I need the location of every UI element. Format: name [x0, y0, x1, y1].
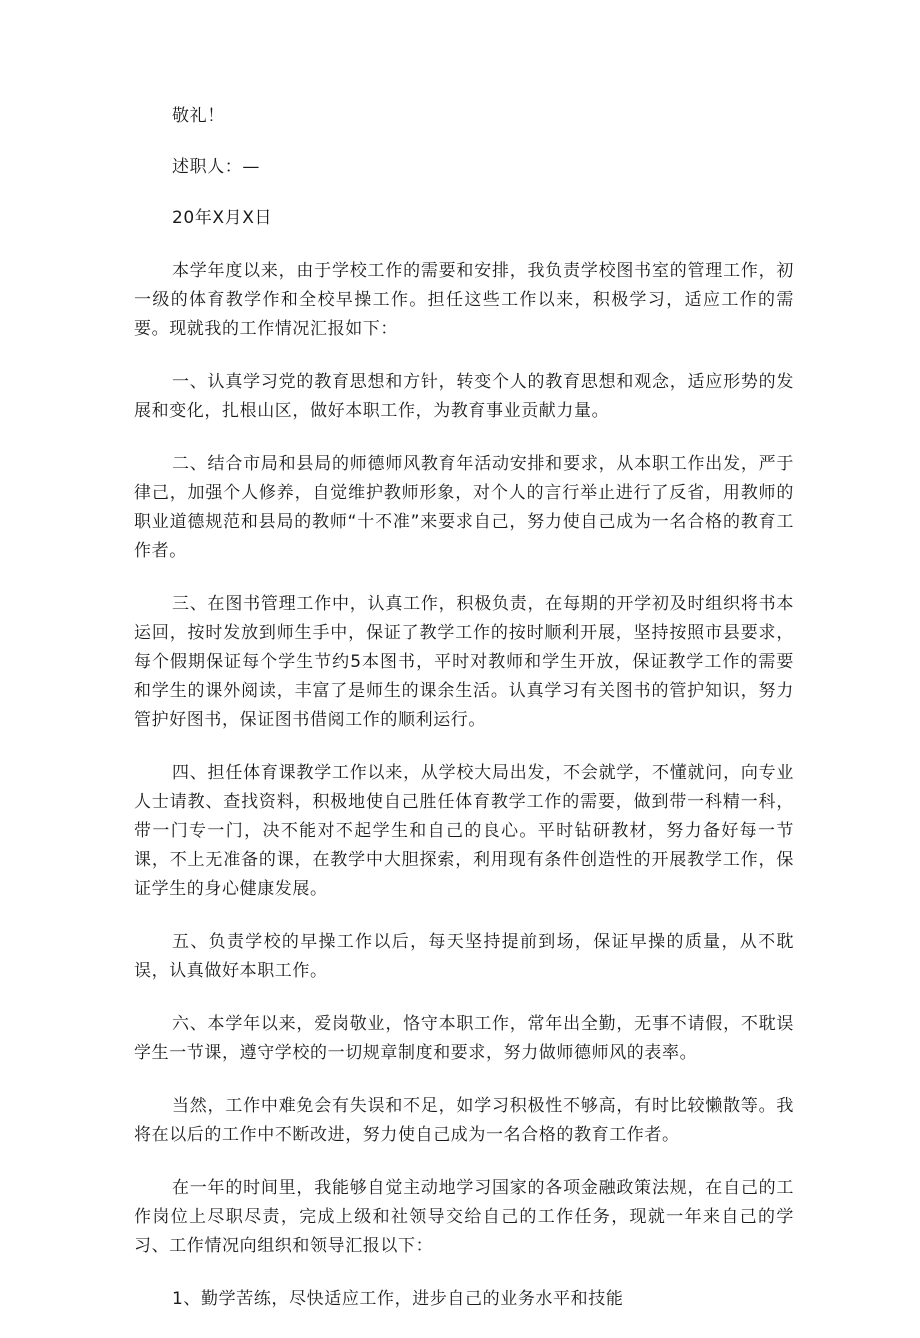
date-line: 20年X月X日 [172, 208, 273, 228]
paragraph-heading-1: 1、勤学苦练，尽快适应工作，进步自己的业务水平和技能 [172, 1289, 624, 1309]
closing-salutation: 敬礼！ [172, 106, 225, 126]
signer-line: 述职人：— [172, 157, 260, 177]
paragraph-intro: 本学年度以来，由于学校工作的需要和安排，我负责学校图书室的管理工作，初一级的体育教学作和全校早操工作。担任这些工作以来，积极学习，适应工作的需要。现就我的工作情况汇报如下： [134, 261, 794, 339]
paragraph-second-report-intro: 在一年的时间里，我能够自觉主动地学习国家的各项金融政策法规，在自己的工作岗位上尽职尽责，完成上级和社领导交给自己的工作任务，现就一年来自己的学习、工作情况向组织和领导汇报以下： [134, 1178, 794, 1256]
paragraph-shortcomings: 当然，工作中难免会有失误和不足，如学习积极性不够高，有时比较懒散等。我将在以后的工作中不断改进，努力使自己成为一名合格的教育工作者。 [134, 1096, 794, 1145]
paragraph-item-3: 三、在图书管理工作中，认真工作，积极负责，在每期的开学初及时组织将书本运回，按时发放到师生手中，保证了教学工作的按时顺利开展，坚持按照市县要求，每个假期保证每个学生节约5本图书，平时对教师和学生开放，保证教学工作的需要和学生的课外阅读，丰富了是师生的课余生活。认真学习有关图书的管护知识，努力管护好图书，保证图书借阅工作的顺利运行。 [134, 594, 794, 730]
paragraph-item-2: 二、结合市局和县局的师德师风教育年活动安排和要求，从本职工作出发，严于律己，加强个人修养，自觉维护教师形象，对个人的言行举止进行了反省，用教师的职业道德规范和县局的教师“十不准”来要求自己，努力使自己成为一名合格的教育工作者。 [134, 454, 794, 561]
paragraph-item-4: 四、担任体育课教学工作以来，从学校大局出发，不会就学，不懂就问，向专业人士请教、查找资料，积极地使自己胜任体育教学工作的需要，做到带一科精一科，带一门专一门，决不能对不起学生和自己的良心。平时钻研教材，努力备好每一节课，不上无准备的课，在教学中大胆探索，利用现有条件创造性的开展教学工作，保证学生的身心健康发展。 [134, 763, 794, 899]
document-body [134, 102, 794, 1338]
paragraph-item-1: 一、认真学习党的教育思想和方针，转变个人的教育思想和观念，适应形势的发展和变化，扎根山区，做好本职工作，为教育事业贡献力量。 [134, 372, 794, 421]
paragraph-item-5: 五、负责学校的早操工作以后，每天坚持提前到场，保证早操的质量，从不耽误，认真做好本职工作。 [134, 932, 794, 981]
paragraph-item-6: 六、本学年以来，爱岗敬业，恪守本职工作，常年出全勤，无事不请假，不耽误学生一节课，遵守学校的一切规章制度和要求，努力做师德师风的表率。 [134, 1014, 794, 1063]
